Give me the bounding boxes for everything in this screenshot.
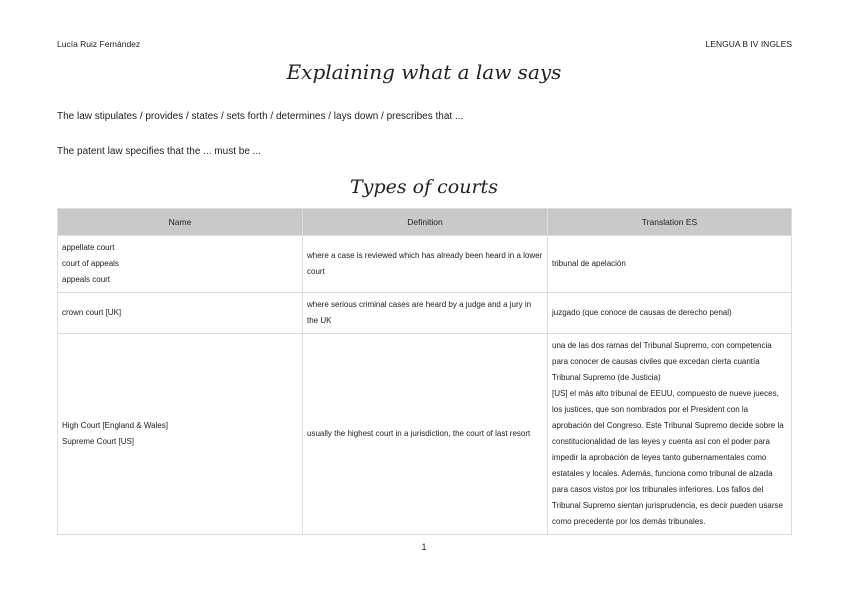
court-translation — [548, 334, 792, 535]
table-row — [58, 293, 792, 334]
court-name-line: Supreme Court [US] — [62, 437, 135, 446]
court-translation — [548, 236, 792, 293]
court-name — [58, 334, 303, 535]
course-name: LENGUA B IV INGLES — [705, 39, 792, 49]
court-translation-line: juzgado (que conoce de causas de derecho penal) — [552, 308, 732, 317]
court-name-line: appeals court — [62, 275, 111, 284]
court-name-line: High Court [England & Wales] — [62, 421, 168, 430]
court-translation-line: tribunal de apelación — [552, 259, 626, 268]
col-header: Name — [58, 209, 303, 236]
court-definition: where serious criminal cases are heard by a judge and a jury in the UK — [303, 293, 548, 334]
court-translation-line: Tribunal Supremo (de Justicia) — [552, 373, 661, 382]
court-name — [58, 236, 303, 293]
courts-table — [57, 208, 792, 535]
court-translation-line: una de las dos ramas del Tribunal Supremo, con competencia para conocer de causas civiles que excedan cierta cuantía — [552, 341, 772, 366]
court-translation — [548, 293, 792, 334]
court-translation-line: [US] el más alto tribunal de EEUU, compuesto de nueve jueces, los justices, que son nombrados por el President con la aprobación del Congreso. Este Tribunal Supremo decide sobre la constitucionalidad de las leyes y cuenta así con el poder para impedir la aprobación de leyes tanto gubernamentales como estatales y locales. Además, funciona como tribunal de alzada para casos vistos por los tribunales inferiores. Los fallos del Tribunal Supremo sientan jurisprudencia, es decir pueden usarse como precedente por los demás tribunales. — [552, 389, 784, 526]
body-line: The law stipulates / provides / states / sets forth / determines / lays down / prescribes that ... — [57, 111, 464, 122]
body-line: The patent law specifies that the ... must be ... — [57, 146, 261, 157]
author-name: Lucía Ruiz Fernández — [57, 39, 141, 49]
court-name-line: appellate court — [62, 243, 115, 252]
section-title: Types of courts — [350, 176, 498, 198]
table-row — [58, 236, 792, 293]
col-header: Definition — [303, 209, 548, 236]
col-header: Translation ES — [548, 209, 792, 236]
court-definition: usually the highest court in a jurisdiction, the court of last resort — [303, 334, 548, 535]
page-number: 1 — [421, 542, 427, 552]
court-name — [58, 293, 303, 334]
table-row — [58, 334, 792, 535]
court-name-line: crown court [UK] — [62, 308, 122, 317]
court-name-line: court of appeals — [62, 259, 119, 268]
court-definition: where a case is reviewed which has already been heard in a lower court — [303, 236, 548, 293]
page-title: Explaining what a law says — [286, 60, 562, 84]
